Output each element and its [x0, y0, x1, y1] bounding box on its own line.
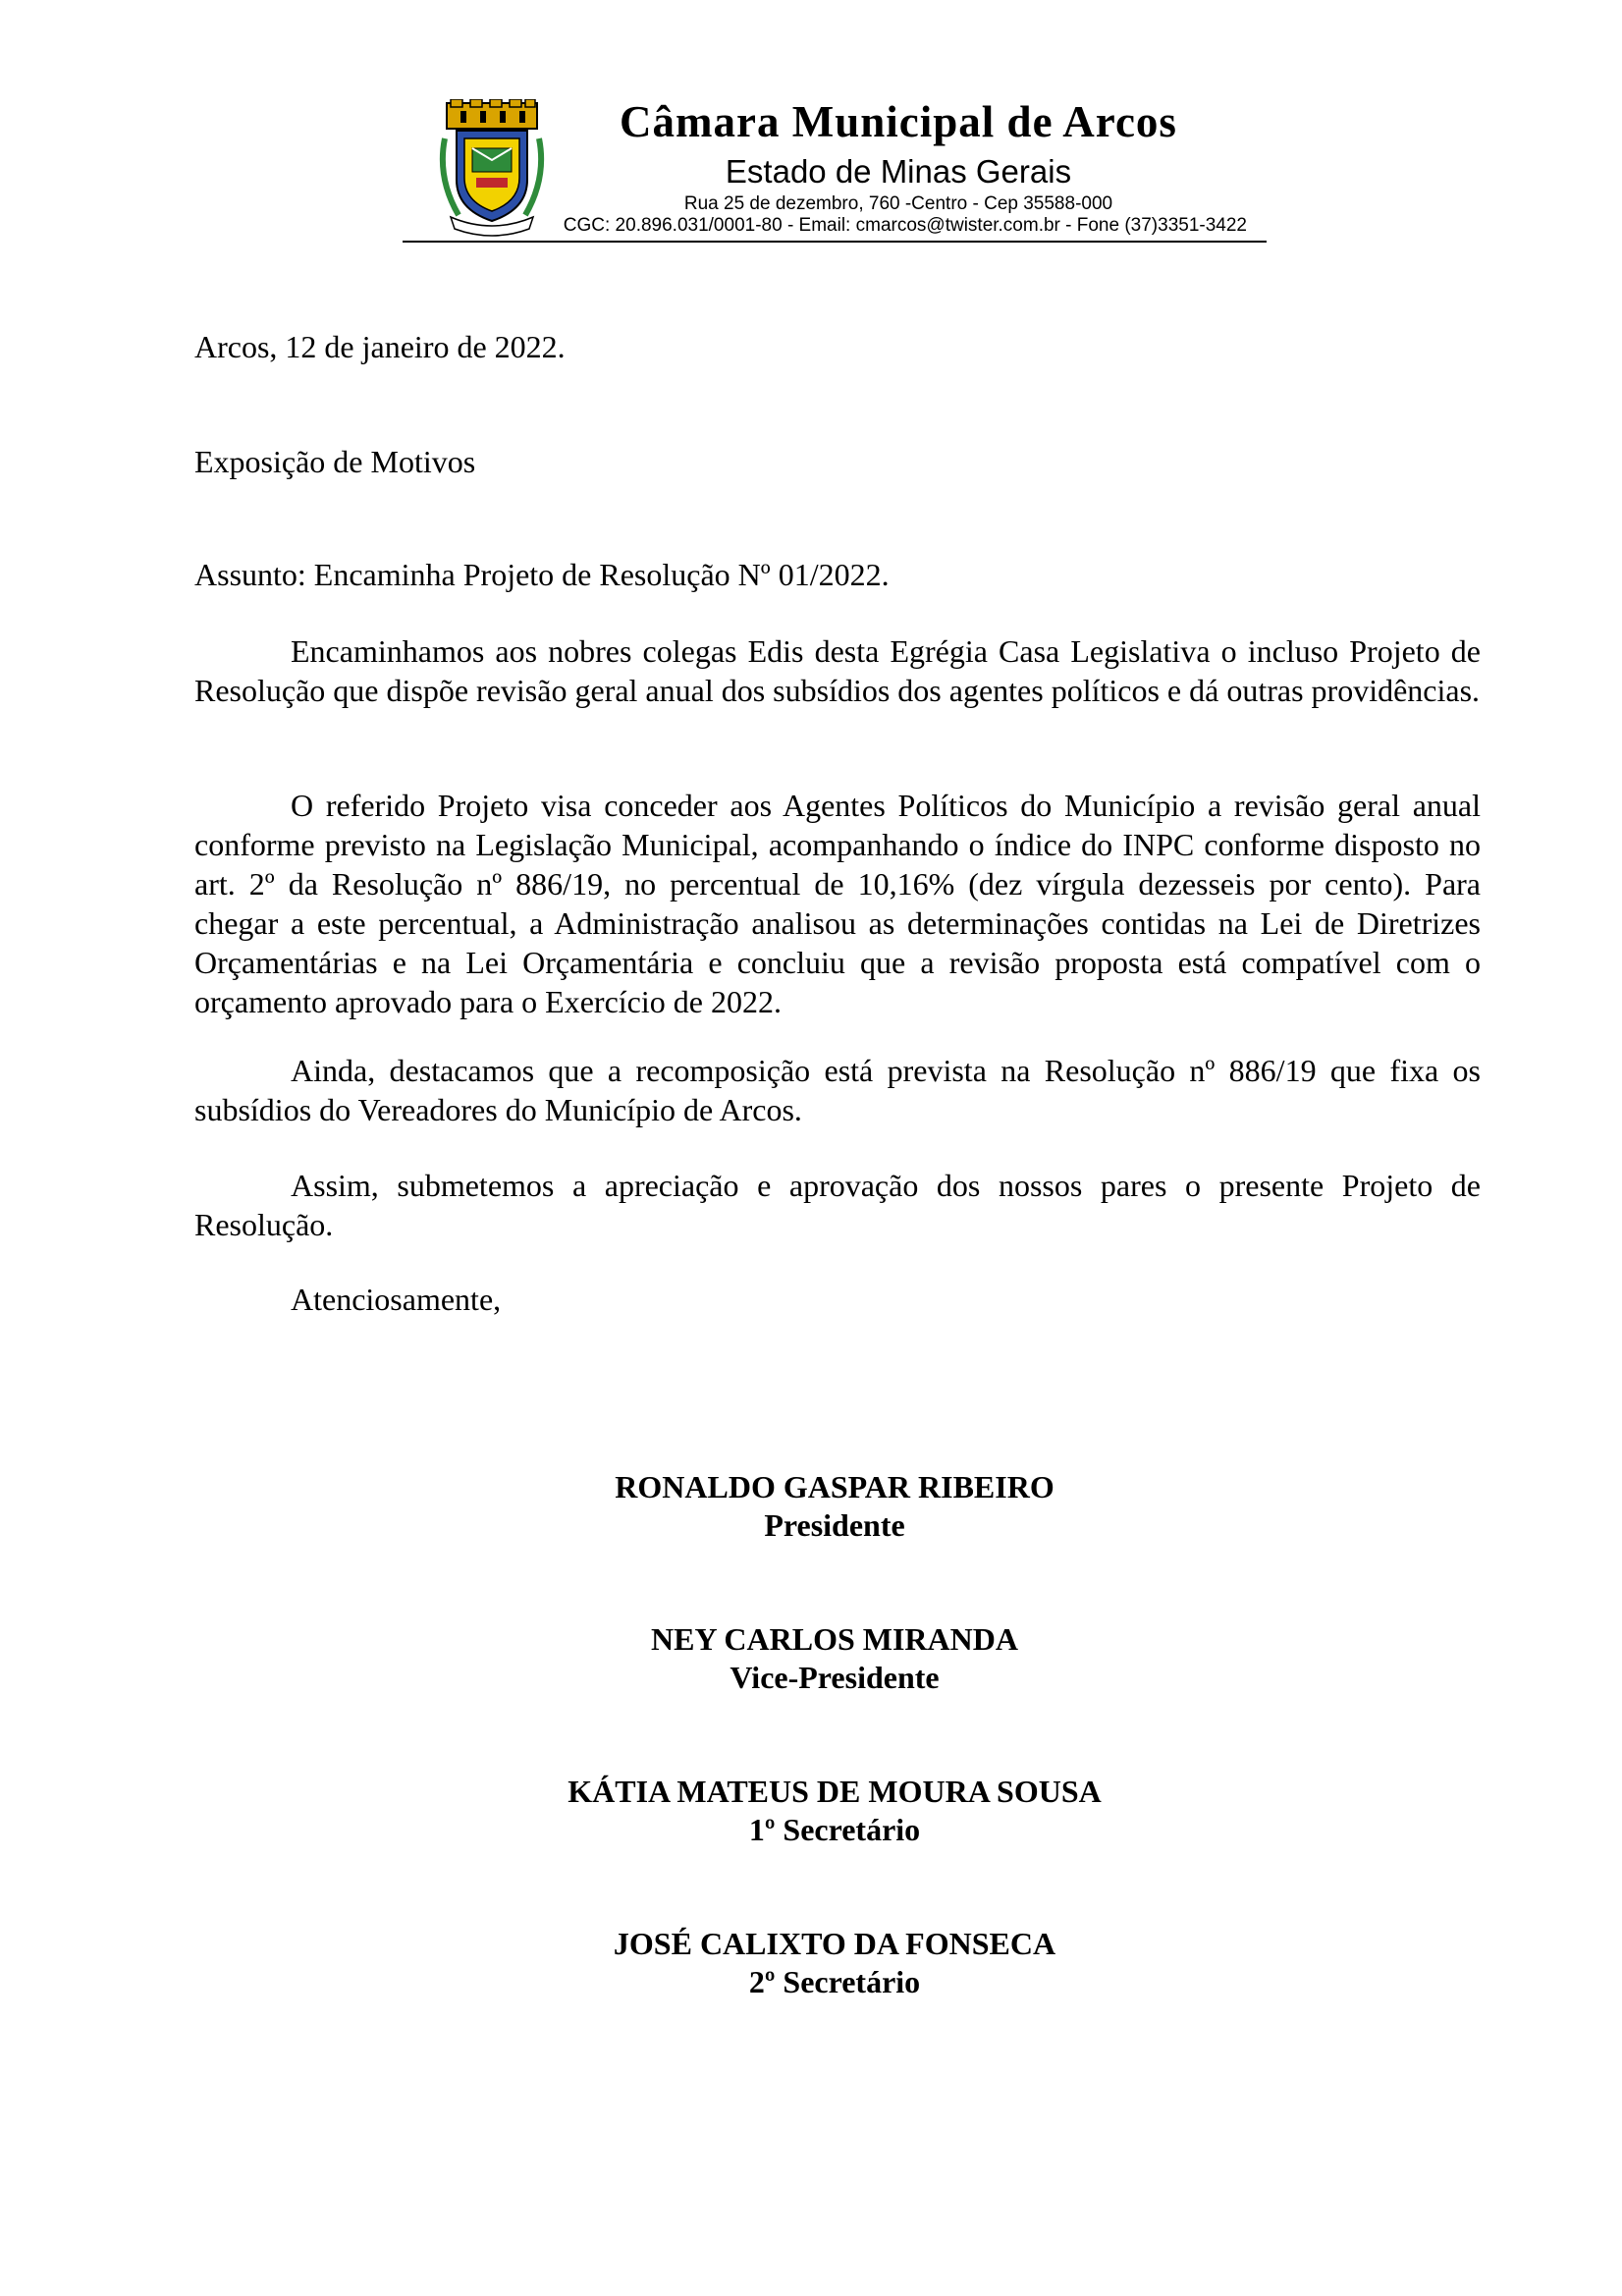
contact-line: CGC: 20.896.031/0001-80 - Email: cmarcos@twister.com.br - Fone (37)3351-3422: [563, 215, 1247, 236]
signature-entry: [393, 1925, 1276, 2001]
address-line: Rua 25 de dezembro, 760 -Centro - Cep 35588-000: [683, 193, 1113, 214]
paragraph-4: Assim, submetemos a apreciação e aprovação dos nossos pares o presente Projeto de Resolução.: [194, 1168, 1481, 1242]
signatory-name: JOSÉ CALIXTO DA FONSECA: [613, 1926, 1056, 1961]
paragraph-3-block: [194, 1051, 1481, 1129]
paragraph-1-block: [194, 631, 1481, 710]
signatory-role: Vice-Presidente: [730, 1660, 940, 1695]
topic-block: [194, 442, 1481, 481]
date-line: Arcos, 12 de janeiro de 2022.: [194, 329, 566, 364]
signature-entry: [393, 1468, 1276, 1545]
paragraph-1: Encaminhamos aos nobres colegas Edis desta Egrégia Casa Legislativa o incluso Projeto de Resolução que dispõe revisão geral anual dos subsídios dos agentes políticos e dá outras providências.: [194, 633, 1481, 708]
date-line-block: [194, 327, 1481, 366]
signatory-role: 1º Secretário: [748, 1812, 921, 1847]
document-topic: Exposição de Motivos: [194, 444, 476, 479]
subject-block: [194, 555, 1481, 594]
signatory-name: KÁTIA MATEUS DE MOURA SOUSA: [568, 1774, 1102, 1809]
institution-title: Câmara Municipal de Arcos: [620, 97, 1177, 146]
state-subtitle: Estado de Minas Gerais: [725, 153, 1072, 190]
paragraph-2-block: [194, 786, 1481, 1021]
signatory-name: NEY CARLOS MIRANDA: [651, 1621, 1018, 1657]
paragraph-2: O referido Projeto visa conceder aos Agentes Políticos do Município a revisão geral anual conforme previsto na Legislação Municipal, acompanhando o índice do INPC conforme disposto no art. 2º da Resolução nº 886/19, no percentual de 10,16% (dez vírgula dezesseis por cento). Para chegar a este percentual, a Administração analisou as determinações contidas na Lei de Diretrizes Orçamentárias e na Lei Orçamentária e concluiu que a revisão proposta está compatível com o orçamento aprovado para o Exercício de 2022.: [194, 788, 1481, 1019]
signatory-role: 2º Secretário: [748, 1964, 921, 1999]
signatory-role: Presidente: [764, 1507, 905, 1543]
letterhead: [403, 93, 1267, 250]
signature-entry: [393, 1773, 1276, 1849]
closing-block: [194, 1280, 1481, 1319]
paragraph-3: Ainda, destacamos que a recomposição está prevista na Resolução nº 886/19 que fixa os subsídios do Vereadores do Município de Arcos.: [194, 1053, 1481, 1127]
signature-block: [393, 1468, 1276, 2077]
signatory-name: RONALDO GASPAR RIBEIRO: [615, 1469, 1054, 1504]
signature-entry: [393, 1620, 1276, 1697]
paragraph-4-block: [194, 1166, 1481, 1244]
header-divider: [403, 241, 1267, 243]
closing-line: Atenciosamente,: [291, 1282, 502, 1317]
subject-line: Assunto: Encaminha Projeto de Resolução Nº 01/2022.: [194, 557, 890, 592]
